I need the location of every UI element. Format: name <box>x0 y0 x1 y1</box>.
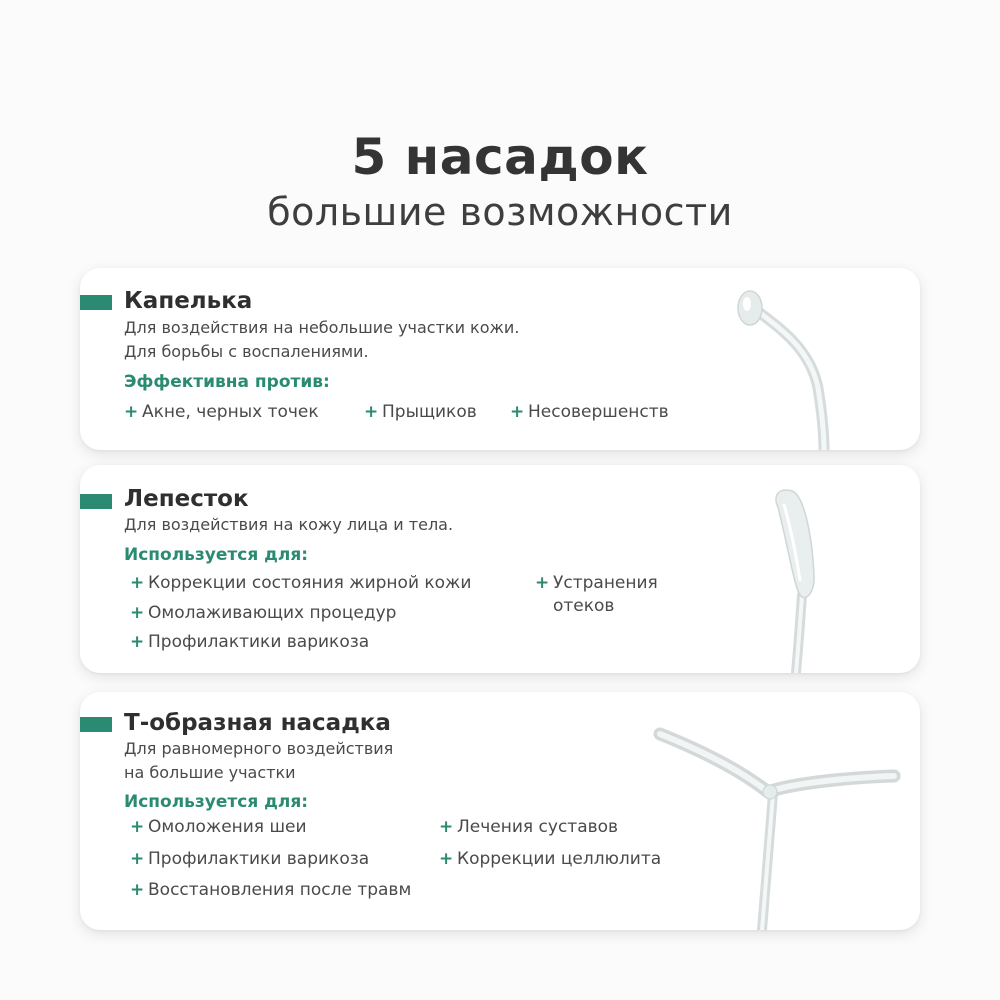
description-line: Для равномерного воздействия <box>124 739 394 758</box>
plus-icon: + <box>510 402 525 422</box>
list-item-label: Коррекции состояния жирной кожи <box>148 573 472 593</box>
plus-icon: + <box>130 849 145 869</box>
card-title: Капелька <box>124 288 253 314</box>
card-droplet <box>80 268 920 450</box>
plus-icon: + <box>130 632 145 652</box>
page-title: 5 насадок <box>351 128 649 186</box>
list-item <box>439 848 661 871</box>
list-item-label: Лечения суставов <box>457 817 619 837</box>
list-item <box>510 401 669 424</box>
card-description <box>124 737 684 785</box>
list-item <box>130 631 369 654</box>
list-item <box>130 816 307 839</box>
list-item-label: Восстановления после травм <box>148 880 412 900</box>
page-subtitle: большие возможности <box>267 190 733 234</box>
list-item <box>130 848 369 871</box>
plus-icon: + <box>130 880 145 900</box>
list-item <box>364 401 477 424</box>
list-item-label: Омолаживающих процедур <box>148 603 397 623</box>
card-marker <box>80 717 112 732</box>
plus-icon: + <box>535 573 550 593</box>
list-item-label: Прыщиков <box>382 402 477 422</box>
list-item <box>439 816 618 839</box>
plus-icon: + <box>439 849 454 869</box>
description-line: на большие участки <box>124 763 296 782</box>
description-line: Для воздействия на небольшие участки кожи. <box>124 318 520 337</box>
list-item-label: Акне, черных точек <box>142 402 319 422</box>
list-item <box>130 602 396 625</box>
description-line: Для борьбы с воспалениями. <box>124 342 369 361</box>
list-item <box>130 572 471 595</box>
petal-electrode-icon <box>720 465 920 673</box>
card-marker <box>80 494 112 509</box>
list-item-label: Коррекции целлюлита <box>457 849 662 869</box>
droplet-electrode-icon <box>720 268 920 450</box>
plus-icon: + <box>364 402 379 422</box>
card-description <box>124 513 684 537</box>
card-title: Лепесток <box>124 486 249 512</box>
t-shaped-electrode-icon <box>640 692 920 930</box>
list-item-label: Несовершенств <box>528 402 669 422</box>
card-marker <box>80 295 112 310</box>
card-description <box>124 316 684 364</box>
list-item <box>130 879 411 902</box>
plus-icon: + <box>130 573 145 593</box>
plus-icon: + <box>130 603 145 623</box>
plus-icon: + <box>439 817 454 837</box>
list-item <box>124 401 319 424</box>
section-heading: Эффективна против: <box>124 372 330 392</box>
description-line: Для воздействия на кожу лица и тела. <box>124 515 454 534</box>
list-item-label: Омоложения шеи <box>148 817 307 837</box>
section-heading: Используется для: <box>124 792 309 812</box>
card-title: Т-образная насадка <box>124 710 391 736</box>
plus-icon: + <box>124 402 139 422</box>
list-item-label: Профилактики варикоза <box>148 632 370 652</box>
list-item-label: Устранения отеков <box>553 573 658 616</box>
card-petal <box>80 465 920 673</box>
list-item <box>535 572 685 618</box>
card-t-shaped <box>80 692 920 930</box>
section-heading: Используется для: <box>124 545 309 565</box>
list-item-label: Профилактики варикоза <box>148 849 370 869</box>
plus-icon: + <box>130 817 145 837</box>
